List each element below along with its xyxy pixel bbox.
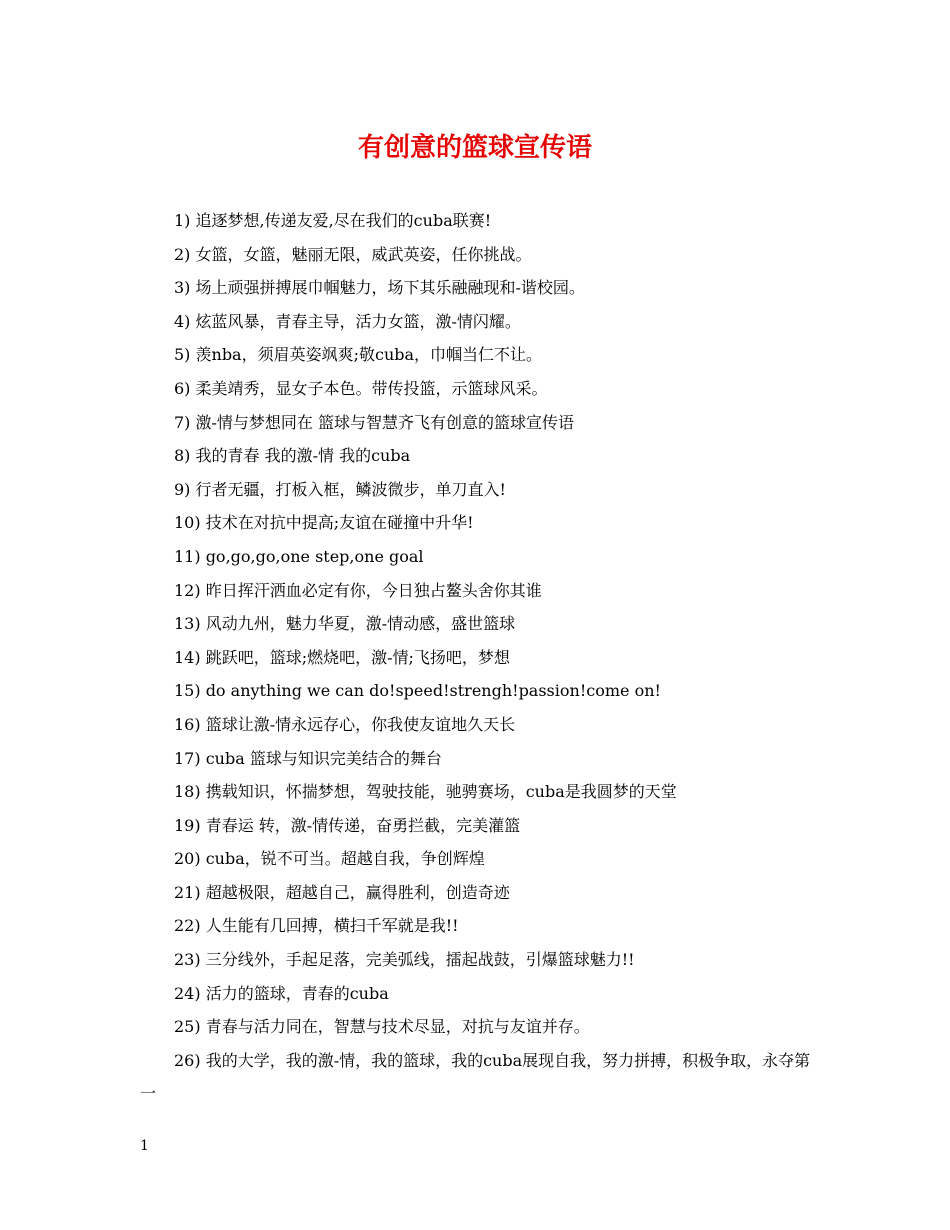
list-item: 18) 携载知识，怀揣梦想，驾驶技能，驰骋赛场，cuba是我圆梦的天堂 bbox=[174, 782, 677, 802]
list-item: 5) 羡nba，须眉英姿飒爽;敬cuba，巾帼当仁不让。 bbox=[174, 345, 543, 365]
list-item: 24) 活力的篮球，青春的cuba bbox=[174, 983, 389, 1003]
list-item: 6) 柔美靖秀，显女子本色。带传投篮，示篮球风采。 bbox=[174, 378, 548, 398]
list-item: 12) 昨日挥汗洒血必定有你，今日独占鳌头舍你其谁 bbox=[174, 580, 542, 600]
list-item: 15) do anything we can do!speed!strengh!passion!come on! bbox=[174, 681, 661, 701]
document-title: 有创意的篮球宣传语 bbox=[357, 133, 592, 163]
list-item: 21) 超越极限，超越自己，赢得胜利，创造奇迹 bbox=[174, 882, 510, 902]
list-item: 26) 我的大学，我的激-情，我的篮球，我的cuba展现自我，努力拼搏，积极争取，永夺第一 bbox=[140, 1050, 811, 1104]
list-item: 25) 青春与活力同在，智慧与技术尽显，对抗与友谊并存。 bbox=[174, 1017, 590, 1037]
list-item: 1) 追逐梦想,传递友爱,尽在我们的cuba联赛! bbox=[174, 211, 492, 230]
list-item: 2) 女篮，女篮，魅丽无限，威武英姿，任你挑战。 bbox=[174, 244, 532, 264]
page-number: 1 bbox=[140, 1138, 149, 1154]
list-item: 8) 我的青春 我的激-情 我的cuba bbox=[174, 446, 411, 466]
list-item: 14) 跳跃吧，篮球;燃烧吧，激-情;飞扬吧，梦想 bbox=[174, 647, 510, 667]
list-item: 17) cuba 篮球与知识完美结合的舞台 bbox=[174, 748, 442, 768]
list-item: 3) 场上顽强拼搏展巾帼魅力，场下其乐融融现和-谐校园。 bbox=[174, 278, 585, 298]
list-item: 4) 炫蓝风暴，青春主导，活力女篮，激-情闪耀。 bbox=[174, 311, 521, 331]
list-item: 19) 青春运 转，激-情传递，奋勇拦截，完美灌篮 bbox=[174, 815, 521, 835]
list-item: 7) 激-情与梦想同在 篮球与智慧齐飞有创意的篮球宣传语 bbox=[174, 412, 575, 432]
list-item: 20) cuba，锐不可当。超越自我，争创辉煌 bbox=[174, 849, 485, 869]
list-item: 10) 技术在对抗中提高;友谊在碰撞中升华! bbox=[174, 513, 474, 533]
list-item: 11) go,go,go,one step,one goal bbox=[174, 546, 424, 566]
list-item: 22) 人生能有几回搏，横扫千军就是我!! bbox=[174, 916, 459, 936]
slogan-list bbox=[140, 204, 812, 1111]
list-item: 23) 三分线外，手起足落，完美弧线，擂起战鼓，引爆篮球魅力!! bbox=[174, 950, 635, 970]
list-item: 16) 篮球让激-情永远存心，你我使友谊地久天长 bbox=[174, 714, 516, 734]
list-item: 13) 风动九州，魅力华夏，激-情动感，盛世篮球 bbox=[174, 614, 516, 634]
list-item: 9) 行者无疆，打板入框，鳞波微步，单刀直入! bbox=[174, 479, 506, 499]
